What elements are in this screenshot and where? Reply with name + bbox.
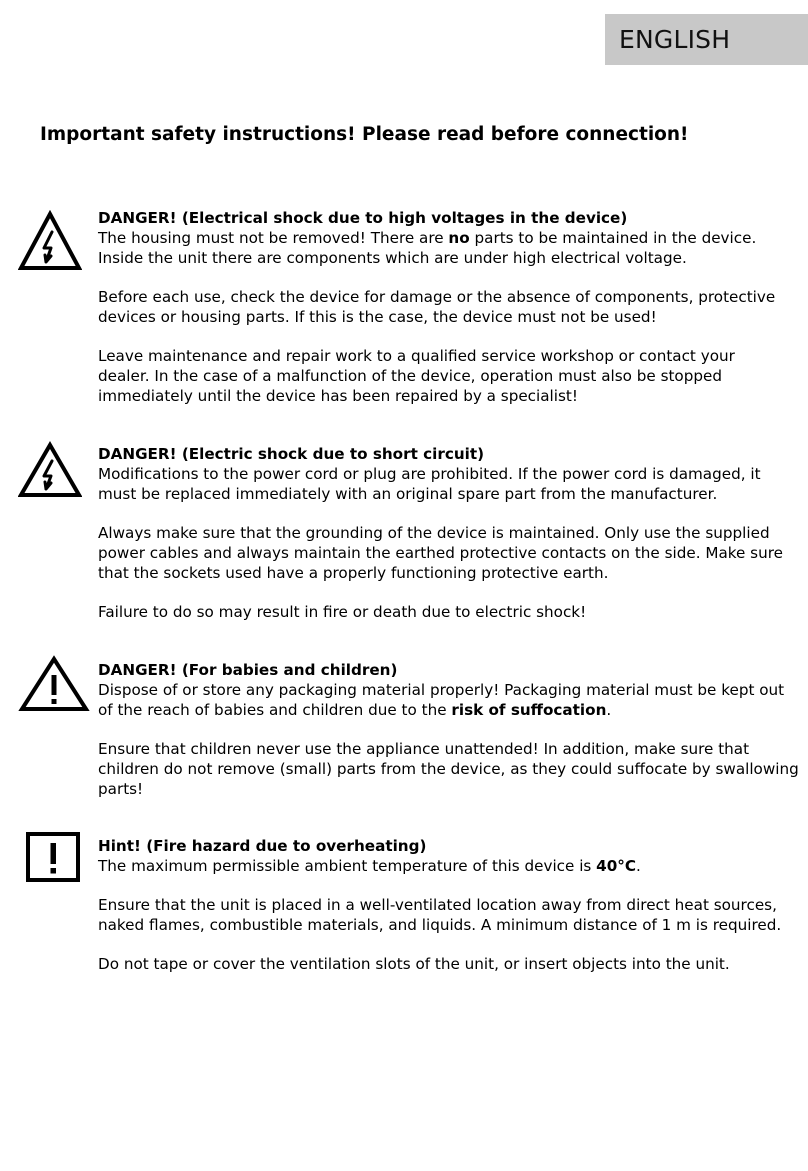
electric-hazard-icon [18, 441, 82, 499]
paragraph-line: The maximum permissible ambient temperature of this device is 40°C. [98, 857, 641, 875]
paragraph-line: immediately until the device has been repaired by a specialist! [98, 387, 578, 405]
paragraph-line: of the reach of babies and children due to the risk of suffocation. [98, 701, 612, 719]
paragraph-line: Ensure that the unit is placed in a well-ventilated location away from direct heat sources, [98, 896, 777, 914]
section-heading: DANGER! (Electrical shock due to high voltages in the device) [98, 209, 628, 227]
paragraph-line: that the sockets used have a properly functioning protective earth. [98, 564, 609, 582]
paragraph-line: Failure to do so may result in fire or death due to electric shock! [98, 603, 587, 621]
paragraph-line: Before each use, check the device for damage or the absence of components, protective [98, 288, 776, 306]
page-title: Important safety instructions! Please read before connection! [40, 124, 689, 145]
paragraph-line: Always make sure that the grounding of the device is maintained. Only use the supplied [98, 524, 770, 542]
section-heading: Hint! (Fire hazard due to overheating) [98, 837, 427, 855]
language-tab: ENGLISH [605, 14, 808, 65]
paragraph-line: power cables and always maintain the earthed protective contacts on the side. Make sure [98, 544, 783, 562]
paragraph-line: Dispose of or store any packaging material properly! Packaging material must be kept out [98, 681, 785, 699]
paragraph-line: Leave maintenance and repair work to a qualified service workshop or contact your [98, 347, 735, 365]
section-heading: DANGER! (Electric shock due to short circuit) [98, 445, 485, 463]
paragraph-line: Ensure that children never use the appliance unattended! In addition, make sure that [98, 740, 750, 758]
paragraph-line: must be replaced immediately with an original spare part from the manufacturer. [98, 485, 718, 503]
paragraph-line: parts! [98, 780, 144, 798]
paragraph-line: dealer. In the case of a malfunction of the device, operation must also be stopped [98, 367, 722, 385]
paragraph-line: children do not remove (small) parts from the device, as they could suffocate by swallowing [98, 760, 799, 778]
paragraph-line: naked flames, combustible materials, and liquids. A minimum distance of 1 m is required. [98, 916, 782, 934]
paragraph-line: devices or housing parts. If this is the case, the device must not be used! [98, 308, 657, 326]
section-heading: DANGER! (For babies and children) [98, 661, 398, 679]
hint-exclamation-icon [26, 832, 82, 884]
electric-hazard-icon [18, 210, 82, 272]
paragraph-line: Inside the unit there are components which are under high electrical voltage. [98, 249, 687, 267]
paragraph-line: The housing must not be removed! There are no parts to be maintained in the device. [98, 229, 757, 247]
paragraph-line: Do not tape or cover the ventilation slots of the unit, or insert objects into the unit. [98, 955, 730, 973]
paragraph-line: Modifications to the power cord or plug are prohibited. If the power cord is damaged, it [98, 465, 761, 483]
general-warning-icon [18, 655, 90, 713]
